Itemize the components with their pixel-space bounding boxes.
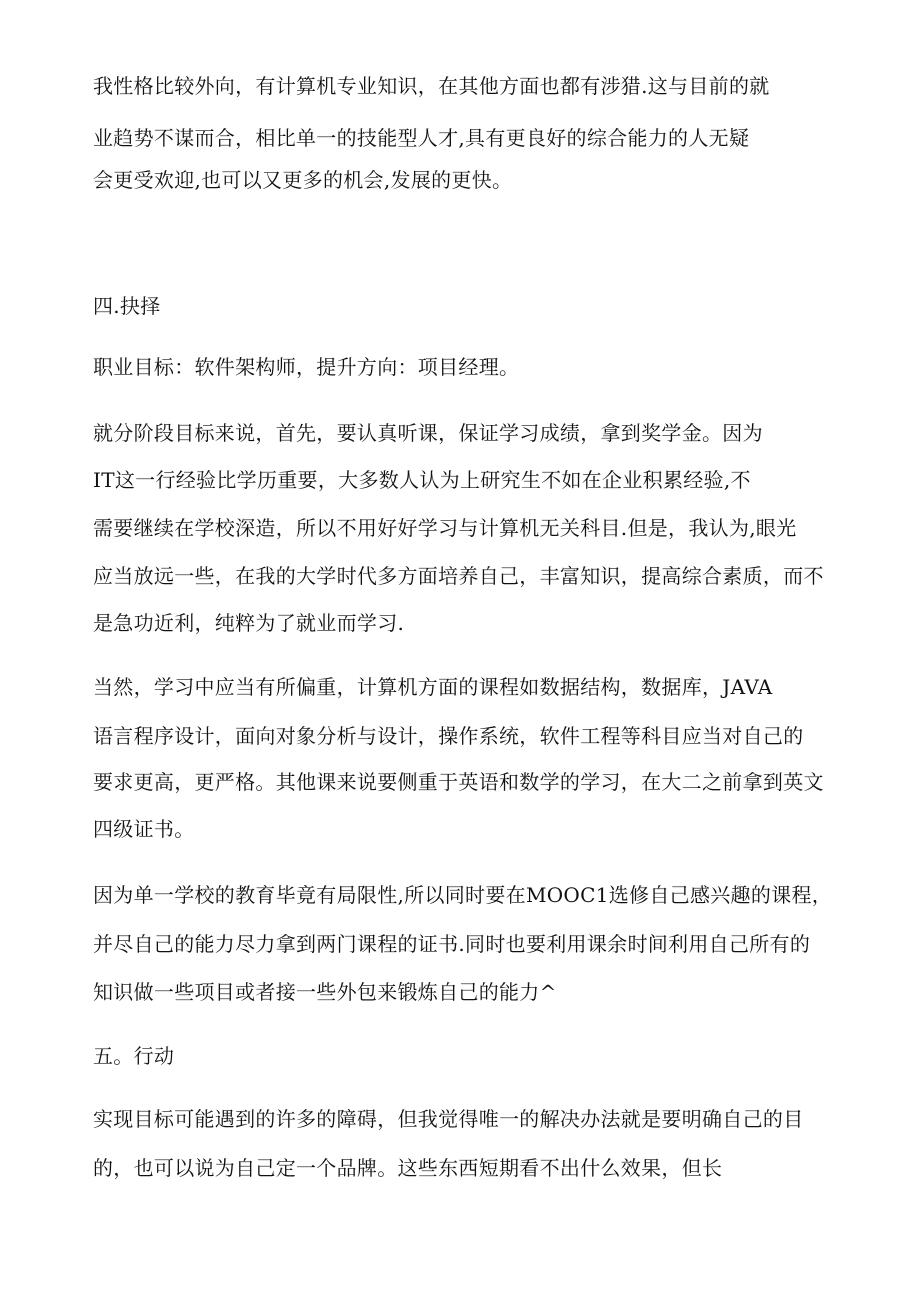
text-line: 业趋势不谋而合，相比单一的技能型人才,具有更良好的综合能力的人无疑 bbox=[93, 126, 750, 150]
text-line: 语言程序设计，面向对象分析与设计，操作系统，软件工程等科目应当对自己的 bbox=[93, 724, 804, 748]
text-line: 会更受欢迎,也可以又更多的机会,发展的更快。 bbox=[93, 168, 513, 192]
text-line: 当然，学习中应当有所偏重，计算机方面的课程如数据结构，数据库，JAVA bbox=[93, 675, 773, 699]
section-heading-action: 五。行动 bbox=[93, 1044, 175, 1068]
text-line: 并尽自己的能力尽力拿到两门课程的证书.同时也要利用课余时间利用自己所有的 bbox=[93, 932, 811, 956]
text-line: 需要继续在学校深造，所以不用好好学习与计算机无关科目.但是，我认为,眼光 bbox=[93, 516, 797, 540]
text-line: 的，也可以说为自己定一个品牌。这些东西短期看不出什么效果，但长 bbox=[93, 1156, 723, 1180]
text-line: 应当放远一些，在我的大学时代多方面培养自己，丰富知识，提高综合素质，而不 bbox=[93, 564, 824, 588]
text-line: 实现目标可能遇到的许多的障碍，但我觉得唯一的解决办法就是要明确自己的目 bbox=[93, 1107, 804, 1131]
text-line: 是急功近利，纯粹为了就业而学习. bbox=[93, 611, 405, 635]
text-line: 我性格比较外向，有计算机专业知识，在其他方面也都有涉猎.这与目前的就 bbox=[93, 74, 770, 98]
text-line: 四级证书。 bbox=[93, 817, 195, 841]
text-line: 就分阶段目标来说，首先，要认真听课，保证学习成绩，拿到奖学金。因为 bbox=[93, 421, 763, 445]
text-line: 知识做一些项目或者接一些外包来锻炼自己的能力^ bbox=[93, 980, 557, 1004]
text-line: IT这一行经验比学历重要，大多数人认为上研究生不如在企业积累经验,不 bbox=[93, 468, 751, 492]
text-line: 要求更高，更严格。其他课来说要侧重于英语和数学的学习，在大二之前拿到英文 bbox=[93, 770, 824, 794]
section-heading-choice: 四.抉择 bbox=[93, 294, 161, 318]
text-line: 因为单一学校的教育毕竟有局限性,所以同时要在MOOC1选修自己感兴趣的课程， bbox=[93, 883, 833, 907]
career-goal-line: 职业目标：软件架构师，提升方向：项目经理。 bbox=[93, 355, 520, 379]
